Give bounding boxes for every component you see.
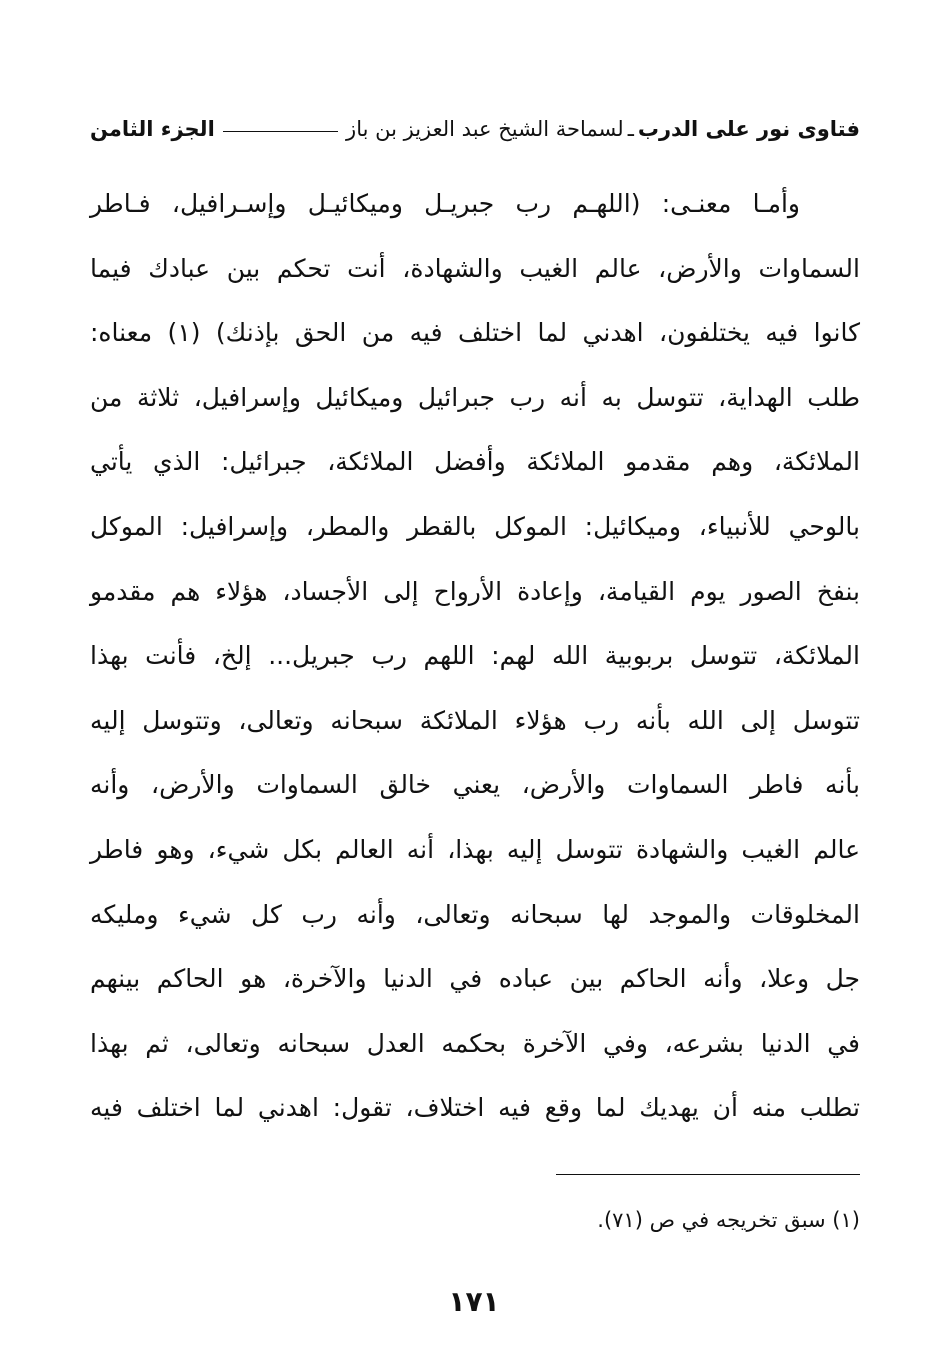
header-volume: الجزء الثامن: [90, 117, 215, 141]
body-line: بأنه فاطر السماوات والأرض، يعني خالق السماوات والأرض، وأنه: [90, 770, 860, 800]
body-line: جل وعلا، وأنه الحاكم بين عباده في الدنيا والآخرة، هو الحاكم بينهم: [90, 964, 860, 994]
header-rule: [223, 131, 338, 132]
header-author: لسماحة الشيخ عبد العزيز بن باز: [346, 117, 624, 141]
footnote-separator: [556, 1174, 860, 1175]
footnote: (١) سبق تخريجه في ص (٧١).: [597, 1208, 860, 1232]
running-header: [90, 112, 860, 146]
body-line: في الدنيا بشرعه، وفي الآخرة بحكمه العدل سبحانه وتعالى، ثم بهذا: [90, 1028, 860, 1058]
header-book-title: فتاوى نور على الدرب: [637, 117, 860, 141]
header-dash: ـ: [627, 117, 634, 141]
body-line: طلب الهداية، تتوسل به أنه رب جبرائيل وميكائيل وإسرافيل، ثلاثة من: [90, 382, 860, 412]
body-line: وأمـا معنـى: (اللهـم رب جبريـل وميكائيـل وإسـرافيل، فـاطر: [90, 189, 800, 218]
body-line: الملائكة، وهم مقدمو الملائكة وأفضل الملائكة، جبرائيل: الذي يأتي: [90, 447, 860, 477]
body-line: بنفخ الصور يوم القيامة، وإعادة الأرواح إلى الأجساد، هؤلاء هم مقدمو: [90, 576, 860, 606]
body-line: تطلب منه أن يهديك لما وقع فيه اختلاف، تقول: اهدني لما اختلف فيه: [90, 1093, 860, 1123]
body-line: تتوسل إلى الله بأنه رب هؤلاء الملائكة سبحانه وتعالى، وتتوسل إليه: [90, 705, 860, 735]
body-text: [90, 172, 860, 1141]
body-line: المخلوقات والموجد لها سبحانه وتعالى، وأنه رب كل شيء ومليكه: [90, 899, 860, 929]
body-line: السماوات والأرض، عالم الغيب والشهادة، أنت تحكم بين عبادك فيما: [90, 253, 860, 283]
body-line: بالوحي للأنبياء، وميكائيل: الموكل بالقطر والمطر، وإسرافيل: الموكل: [90, 511, 860, 541]
body-line: الملائكة، تتوسل بربوبية الله لهم: اللهم رب جبريل... إلخ، فأنت بهذا: [90, 641, 860, 671]
body-line: كانوا فيه يختلفون، اهدني لما اختلف فيه من الحق بإذنك) (١) معناه:: [90, 318, 860, 348]
body-line: عالم الغيب والشهادة تتوسل إليه بهذا، أنه العالم بكل شيء، وهو فاطر: [90, 834, 860, 864]
page-number: ١٧١: [448, 1285, 500, 1318]
